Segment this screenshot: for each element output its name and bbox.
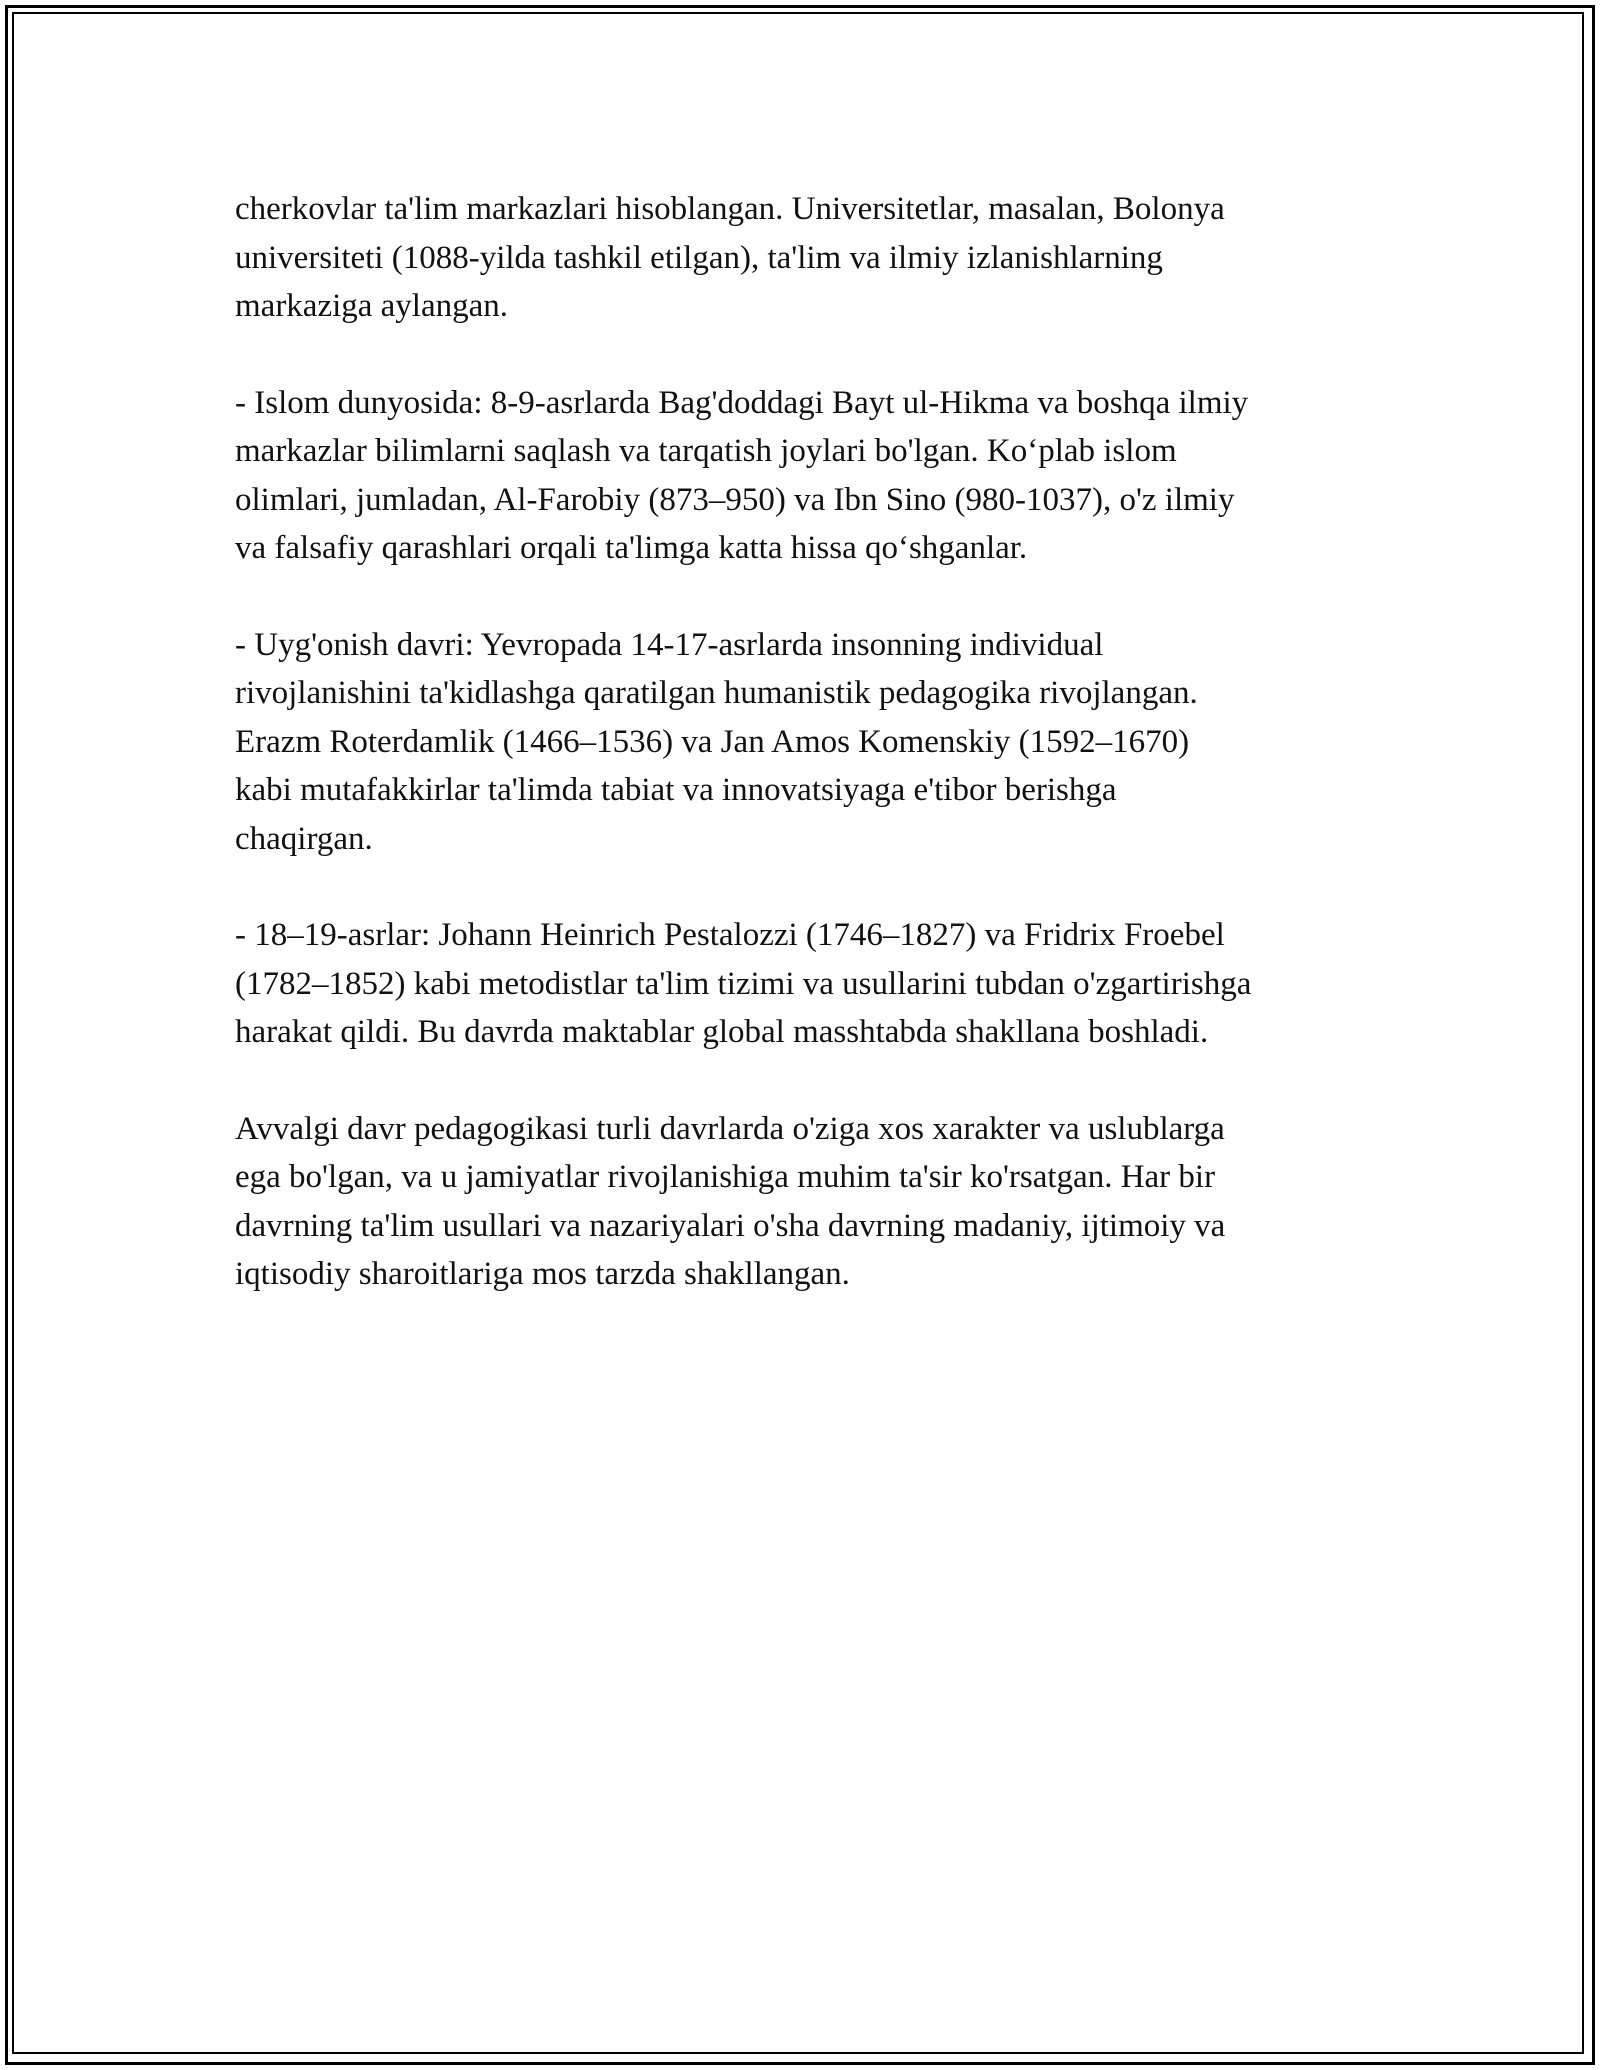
document-body xyxy=(235,185,1375,1347)
paragraph-conclusion xyxy=(235,1105,1375,1299)
text-line: - 18–19-asrlar: Johann Heinrich Pestalozzi (1746–1827) va Fridrix Froebel xyxy=(235,917,1225,953)
paragraph-universities xyxy=(235,185,1375,331)
text-line: Erazm Roterdamlik (1466–1536) va Jan Amos Komenskiy (1592–1670) xyxy=(235,723,1190,760)
text-line: - Uyg'onish davri: Yevropada 14-17-asrlarda insonning individual xyxy=(235,626,1104,663)
text-line: harakat qildi. Bu davrda maktablar global masshtabda shakllana boshladi. xyxy=(235,1014,1209,1050)
text-line: ega bo'lgan, va u jamiyatlar rivojlanishiga muhim ta'sir ko'rsatgan. Har bir xyxy=(235,1159,1216,1195)
text-line: (1782–1852) kabi metodistlar ta'lim tizimi va usullarini tubdan o'zgartirishga xyxy=(235,965,1252,1002)
text-line: chaqirgan. xyxy=(235,820,373,857)
paragraph-islamic-world xyxy=(235,379,1375,573)
text-line: olimlari, jumladan, Al-Farobiy (873–950) va Ibn Sino (980-1037), o'z ilmiy xyxy=(235,481,1235,518)
text-line: iqtisodiy sharoitlariga mos tarzda shakllangan. xyxy=(235,1256,850,1292)
paragraph-renaissance xyxy=(235,621,1375,864)
paragraph-18-19-centuries xyxy=(235,911,1375,1057)
text-line: va falsafiy qarashlari orqali ta'limga katta hissa qoʻshganlar. xyxy=(235,530,1028,566)
text-line: davrning ta'lim usullari va nazariyalari o'sha davrning madaniy, ijtimoiy va xyxy=(235,1207,1226,1244)
text-line: Avvalgi davr pedagogikasi turli davrlarda o'ziga xos xarakter va uslublarga xyxy=(235,1110,1225,1147)
text-line: universiteti (1088-yilda tashkil etilgan), ta'lim va ilmiy izlanishlarning xyxy=(235,239,1163,276)
text-line: kabi mutafakkirlar ta'limda tabiat va innovatsiyaga e'tibor berishga xyxy=(235,772,1117,808)
text-line: - Islom dunyosida: 8-9-asrlarda Bag'doddagi Bayt ul-Hikma va boshqa ilmiy xyxy=(235,384,1249,421)
text-line: rivojlanishini ta'kidlashga qaratilgan humanistik pedagogika rivojlangan. xyxy=(235,675,1198,711)
text-line: cherkovlar ta'lim markazlari hisoblangan. Universitetlar, masalan, Bolonya xyxy=(235,191,1225,227)
text-line: markazlar bilimlarni saqlash va tarqatish joylari bo'lgan. Koʻplab islom xyxy=(235,433,1177,469)
text-line: markaziga aylangan. xyxy=(235,288,509,324)
